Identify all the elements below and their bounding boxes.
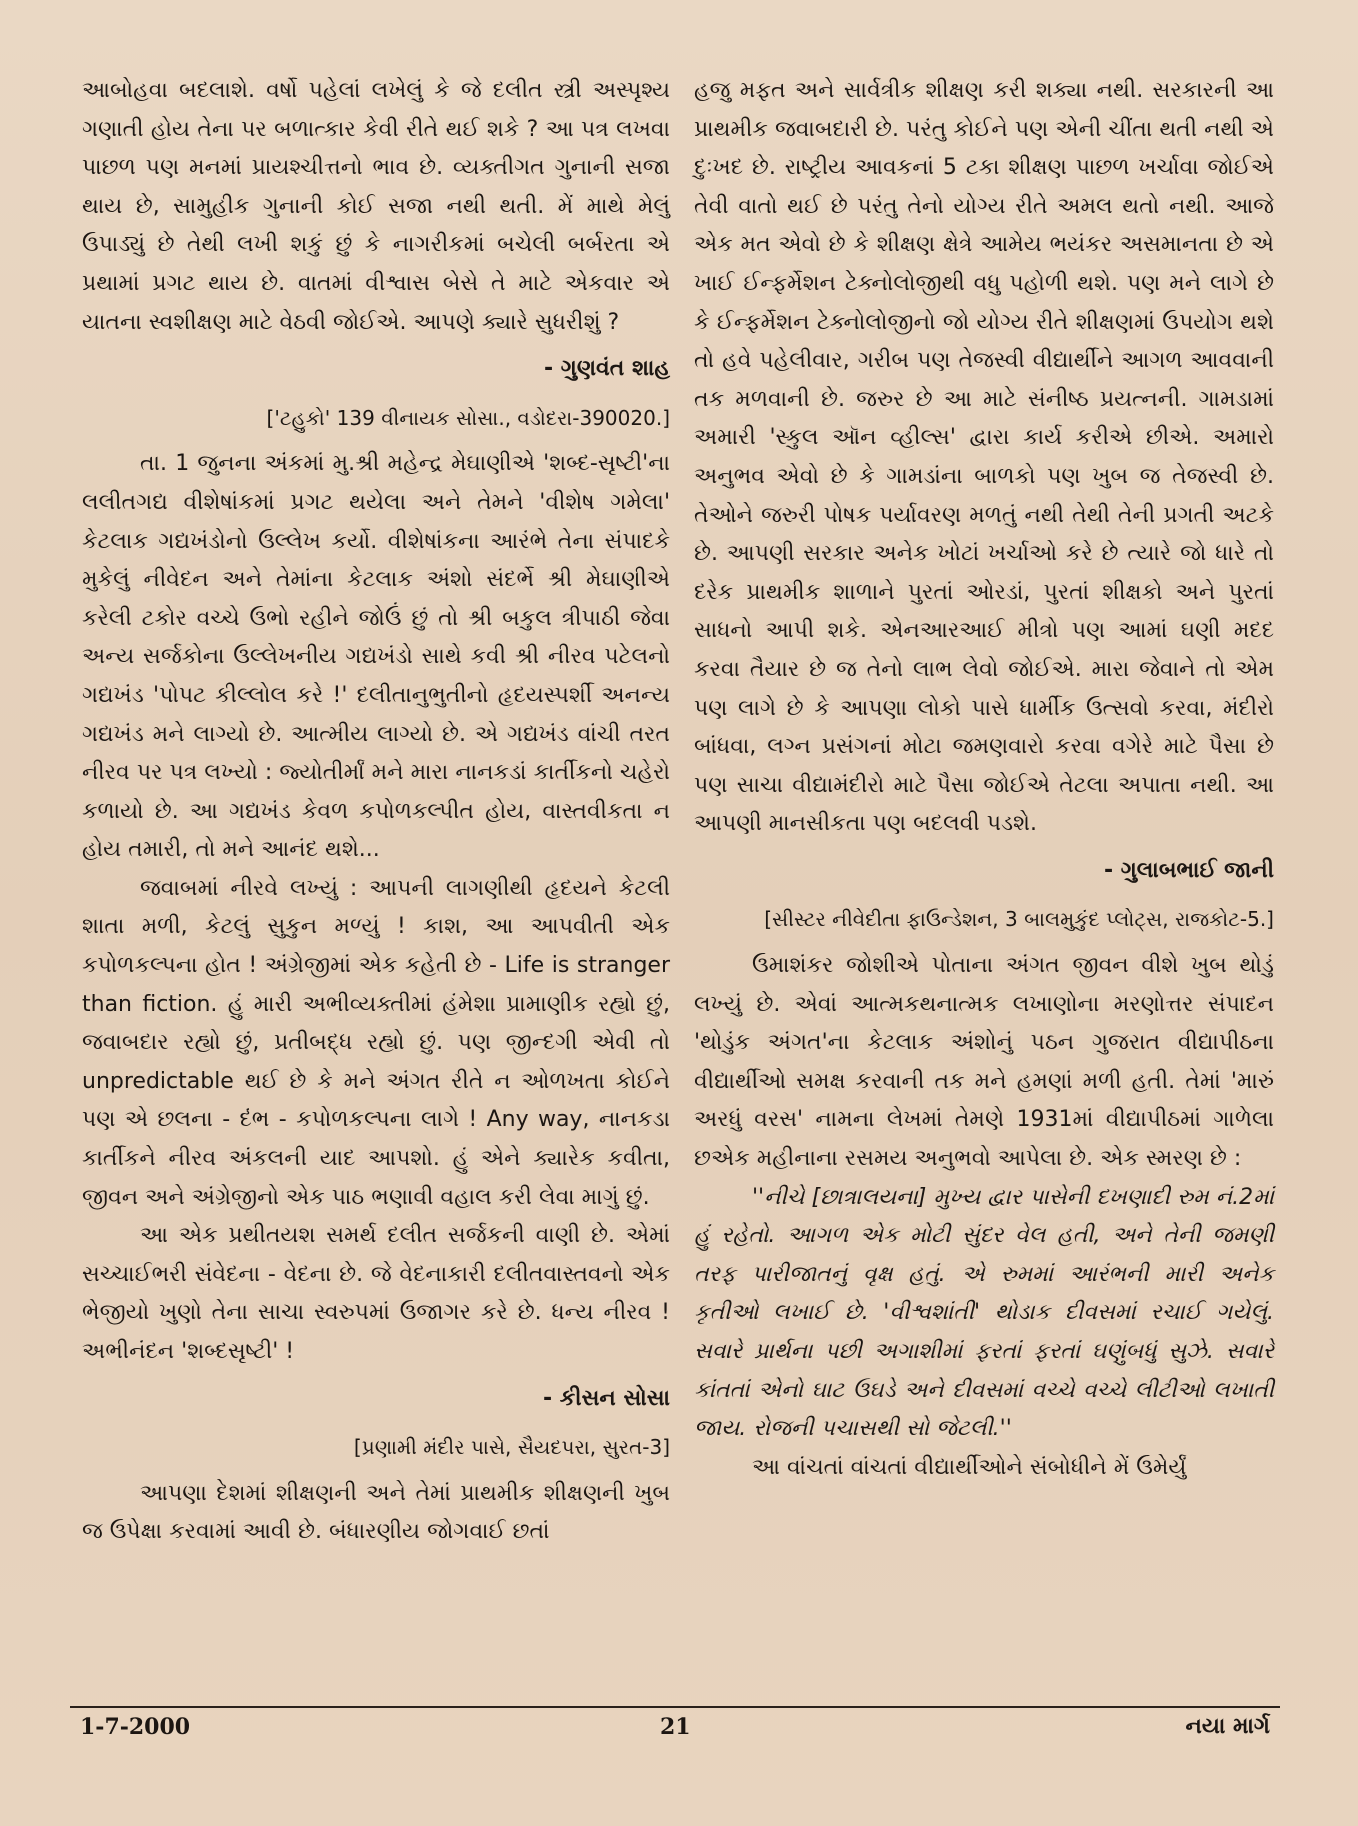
paragraph: જવાબમાં નીરવે લખ્યું : આપની લાગણીથી હૃદયને કેટલી શાતા મળી, કેટલું સુકુન મળ્યું ! કાશ, આ આપવીતી એક કપોળકલ્પના હોત ! અંગ્રેજીમાં એક કહેતી છે - Life is stranger than fiction. હું મારી અભીવ્યક્તીમાં હંમેશા પ્રામાણીક રહ્યો છું, જવાબદાર રહ્યો છું, પ્રતીબદ્ધ રહ્યો છું. પણ જીન્દગી એવી તો unpredictable થઈ છે કે મને અંગત રીતે ન ઓળખતા કોઈને પણ એ છલના - દંભ - કપોળકલ્પના લાગે ! Any way, નાનકડા કાર્તીકને નીરવ અંકલની યાદ આપશો. હું એને ક્યારેક કવીતા, જીવન અને અંગ્રેજીનો એક પાઠ ભણાવી વહાલ કરી લેવા માગું છું. <box>82 875 670 1210</box>
quoted-passage: ''નીચે [છાત્રાલયના] મુખ્ય દ્વાર પાસેની દખણાદી રુમ નં.2માં હું રહેતો. આગળ એક મોટી સુંદર વેલ હતી, અને તેની જમણી તરફ પારીજાતનું વૃક્ષ હતું. એ રુમમાં આરંભની મારી અનેક કૃતીઓ લખાઈ છે. 'વીશ્વશાંતી' થોડાક દીવસમાં રચાઈ ગયેલું. સવારે પ્રાર્થના પછી અગાશીમાં ફરતાં ફરતાં ઘણુંબધું સુઝે. સવારે કાંતતાં એનો ઘાટ ઉઘડે અને દીવસમાં વચ્ચે વચ્ચે લીટીઓ લખાતી જાય. રોજની પચાસથી સો જેટલી.'' <box>694 1184 1274 1442</box>
paragraph: હજુ મફત અને સાર્વત્રીક શીક્ષણ કરી શક્યા નથી. સરકારની આ પ્રાથમીક જવાબદારી છે. પરંતુ કોઈને પણ એની ચીંતા થતી નથી એ દુઃખદ છે. રાષ્ટ્રીય આવકનાં 5 ટકા શીક્ષણ પાછળ ખર્ચાવા જોઈએ તેવી વાતો થઈ છે પરંતુ તેનો યોગ્ય રીતે અમલ થતો નથી. આજે એક મત એવો છે કે શીક્ષણ ક્ષેત્રે આમેય ભયંકર અસમાનતા છે એ ખાઈ ઈન્ફર્મેશન ટેક્નોલોજીથી વધુ પહોળી થશે. પણ મને લાગે છે કે ઈન્ફર્મેશન ટેક્નોલોજીનો જો યોગ્ય રીતે શીક્ષણમાં ઉપયોગ થશે તો હવે પહેલીવાર, ગરીબ પણ તેજસ્વી વીદ્યાર્થીને આગળ આવવાની તક મળવાની છે. જરુર છે આ માટે સંનીષ્ઠ પ્રયત્નની. ગામડામાં અમારી 'સ્કુલ ઑન વ્હીલ્સ' દ્વારા કાર્ય કરીએ છીએ. અમારો અનુભવ એવો છે કે ગામડાંના બાળકો પણ ખુબ જ તેજસ્વી છે. તેઓને જરુરી પોષક પર્યાવરણ મળતું નથી તેથી તેની પ્રગતી અટકે છે. આપણી સરકાર અનેક ખોટાં ખર્ચાઓ કરે છે ત્યારે જો ધારે તો દરેક પ્રાથમીક શાળાને પુરતાં ઓરડાં, પુરતાં શીક્ષકો અને પુરતાં સાધનો આપી શકે. એનઆરઆઈ મીત્રો પણ આમાં ઘણી મદદ કરવા તૈયાર છે જ તેનો લાભ લેવો જોઈએ. મારા જેવાને તો એમ પણ લાગે છે કે આપણા લોકો પાસે ધાર્મીક ઉત્સવો કરવા, મંદીરો બાંધવા, લગ્ન પ્રસંગનાં મોટા જમણવારો કરવા વગેરે માટે પૈસા છે પણ સાચા વીદ્યામંદીરો માટે પૈસા જોઈએ તેટલા અપાતા નથી. આ આપણી માનસીકતા પણ બદલવી પડશે. <box>694 78 1274 837</box>
magazine-name: નયા માર્ગ <box>1185 1714 1270 1739</box>
paragraph: આ વાંચતાં વાંચતાં વીદ્યાર્થીઓને સંબોધીને મેં ઉમેર્યું <box>752 1454 1187 1480</box>
paragraph: આ એક પ્રથીતયશ સમર્થ દલીત સર્જકની વાણી છે. એમાં સચ્ચાઈભરી સંવેદના - વેદના છે. જે વેદનાકારી દલીતવાસ્તવનો એક ભેજીયો ખુણો તેના સાચા સ્વરુપમાં ઉજાગર કરે છે. ધન્ય નીરવ ! અભીનંદન 'શબ્દસૃષ્ટી' ! <box>82 1223 670 1364</box>
author-address: ['ટહુકો' 139 વીનાયક સોસા., વડોદરા-390020.] <box>266 405 670 430</box>
author-address: [સીસ્ટર નીવેદીતા ફાઉન્ડેશન, 3 બાલમુકુંદ પ્લોટ્સ, રાજકોટ-5.] <box>764 907 1274 932</box>
paragraph: ઉમાશંકર જોશીએ પોતાના અંગત જીવન વીશે ખુબ થોડું લખ્યું છે. એવાં આત્મકથનાત્મક લખાણોના મરણોત્તર સંપાદન 'થોડુંક અંગત'ના કેટલાક અંશોનું પઠન ગુજરાત વીદ્યાપીઠના વીદ્યાર્થીઓ સમક્ષ કરવાની તક મને હમણાં મળી હતી. તેમાં 'મારું અરધું વરસ' નામના લેખમાં તેમણે 1931માં વીદ્યાપીઠમાં ગાળેલા છએક મહીનાના રસમય અનુભવો આપેલા છે. એક સ્મરણ છે : <box>694 953 1274 1172</box>
author-signature: - ગુણવંત શાહ <box>544 356 670 382</box>
paragraph: તા. 1 જુનના અંકમાં મુ.શ્રી મહેન્દ્ર મેઘાણીએ 'શબ્દ-સૃષ્ટી'ના લલીતગદ્ય વીશેષાંકમાં પ્રગટ થયેલા અને તેમને 'વીશેષ ગમેલા' કેટલાક ગદ્યખંડોનો ઉલ્લેખ કર્યો. વીશેષાંકના આરંભે તેના સંપાદકે મુકેલું નીવેદન અને તેમાંના કેટલાક અંશો સંદર્ભે શ્રી મેઘાણીએ કરેલી ટકોર વચ્ચે ઉભો રહીને જોઉં છું તો શ્રી બકુલ ત્રીપાઠી જેવા અન્ય સર્જકોના ઉલ્લેખનીય ગદ્યખંડો સાથે કવી શ્રી નીરવ પટેલનો ગદ્યખંડ 'પોપટ કીલ્લોલ કરે !' દલીતાનુભુતીનો હૃદયસ્પર્શી અનન્ય ગદ્યખંડ મને લાગ્યો છે. આત્મીય લાગ્યો છે. એ ગદ્યખંડ વાંચી તરત નીરવ પર પત્ર લખ્યો : જ્યોતીર્માં મને મારા નાનકડાં કાર્તીકનો ચહેરો કળાયો છે. આ ગદ્યખંડ કેવળ કપોળકલ્પીત હોય, વાસ્તવીકતા ન હોય તમારી, તો મને આનંદ થશે... <box>82 451 670 863</box>
author-signature: - કીસન સોસા <box>542 1385 670 1411</box>
author-signature: - ગુલાબભાઈ જાની <box>1103 857 1274 883</box>
right-column <box>694 72 1274 1487</box>
footer-divider <box>70 1706 1280 1708</box>
issue-date: 1-7-2000 <box>80 1714 191 1740</box>
author-address: [પ્રણામી મંદીર પાસે, સૈયદપરા, સુરત-3] <box>353 1435 670 1460</box>
left-column <box>82 72 670 1552</box>
paragraph: આપણા દેશમાં શીક્ષણની અને તેમાં પ્રાથમીક શીક્ષણની ખુબ જ ઉપેક્ષા કરવામાં આવી છે. બંધારણીય જોગવાઈ છતાં <box>82 1480 670 1545</box>
page-footer <box>80 1714 1270 1750</box>
paragraph: આબોહવા બદલાશે. વર્ષો પહેલાં લખેલું કે જે દલીત સ્ત્રી અસ્પૃશ્ય ગણાતી હોય તેના પર બળાત્કાર કેવી રીતે થઈ શકે ? આ પત્ર લખવા પાછળ પણ મનમાં પ્રાયશ્ચીત્તનો ભાવ છે. વ્યક્તીગત ગુનાની સજા થાય છે, સામુહીક ગુનાની કોઈ સજા નથી થતી. મેં માથે મેલું ઉપાડ્યું છે તેથી લખી શકું છું કે નાગરીકમાં બચેલી બર્બરતા એ પ્રથામાં પ્રગટ થાય છે. વાતમાં વીશ્વાસ બેસે તે માટે એકવાર એ યાતના સ્વશીક્ષણ માટે વેઠવી જોઈએ. આપણે ક્યારે સુધરીશું ? <box>82 78 670 335</box>
page-number: 21 <box>660 1714 691 1740</box>
